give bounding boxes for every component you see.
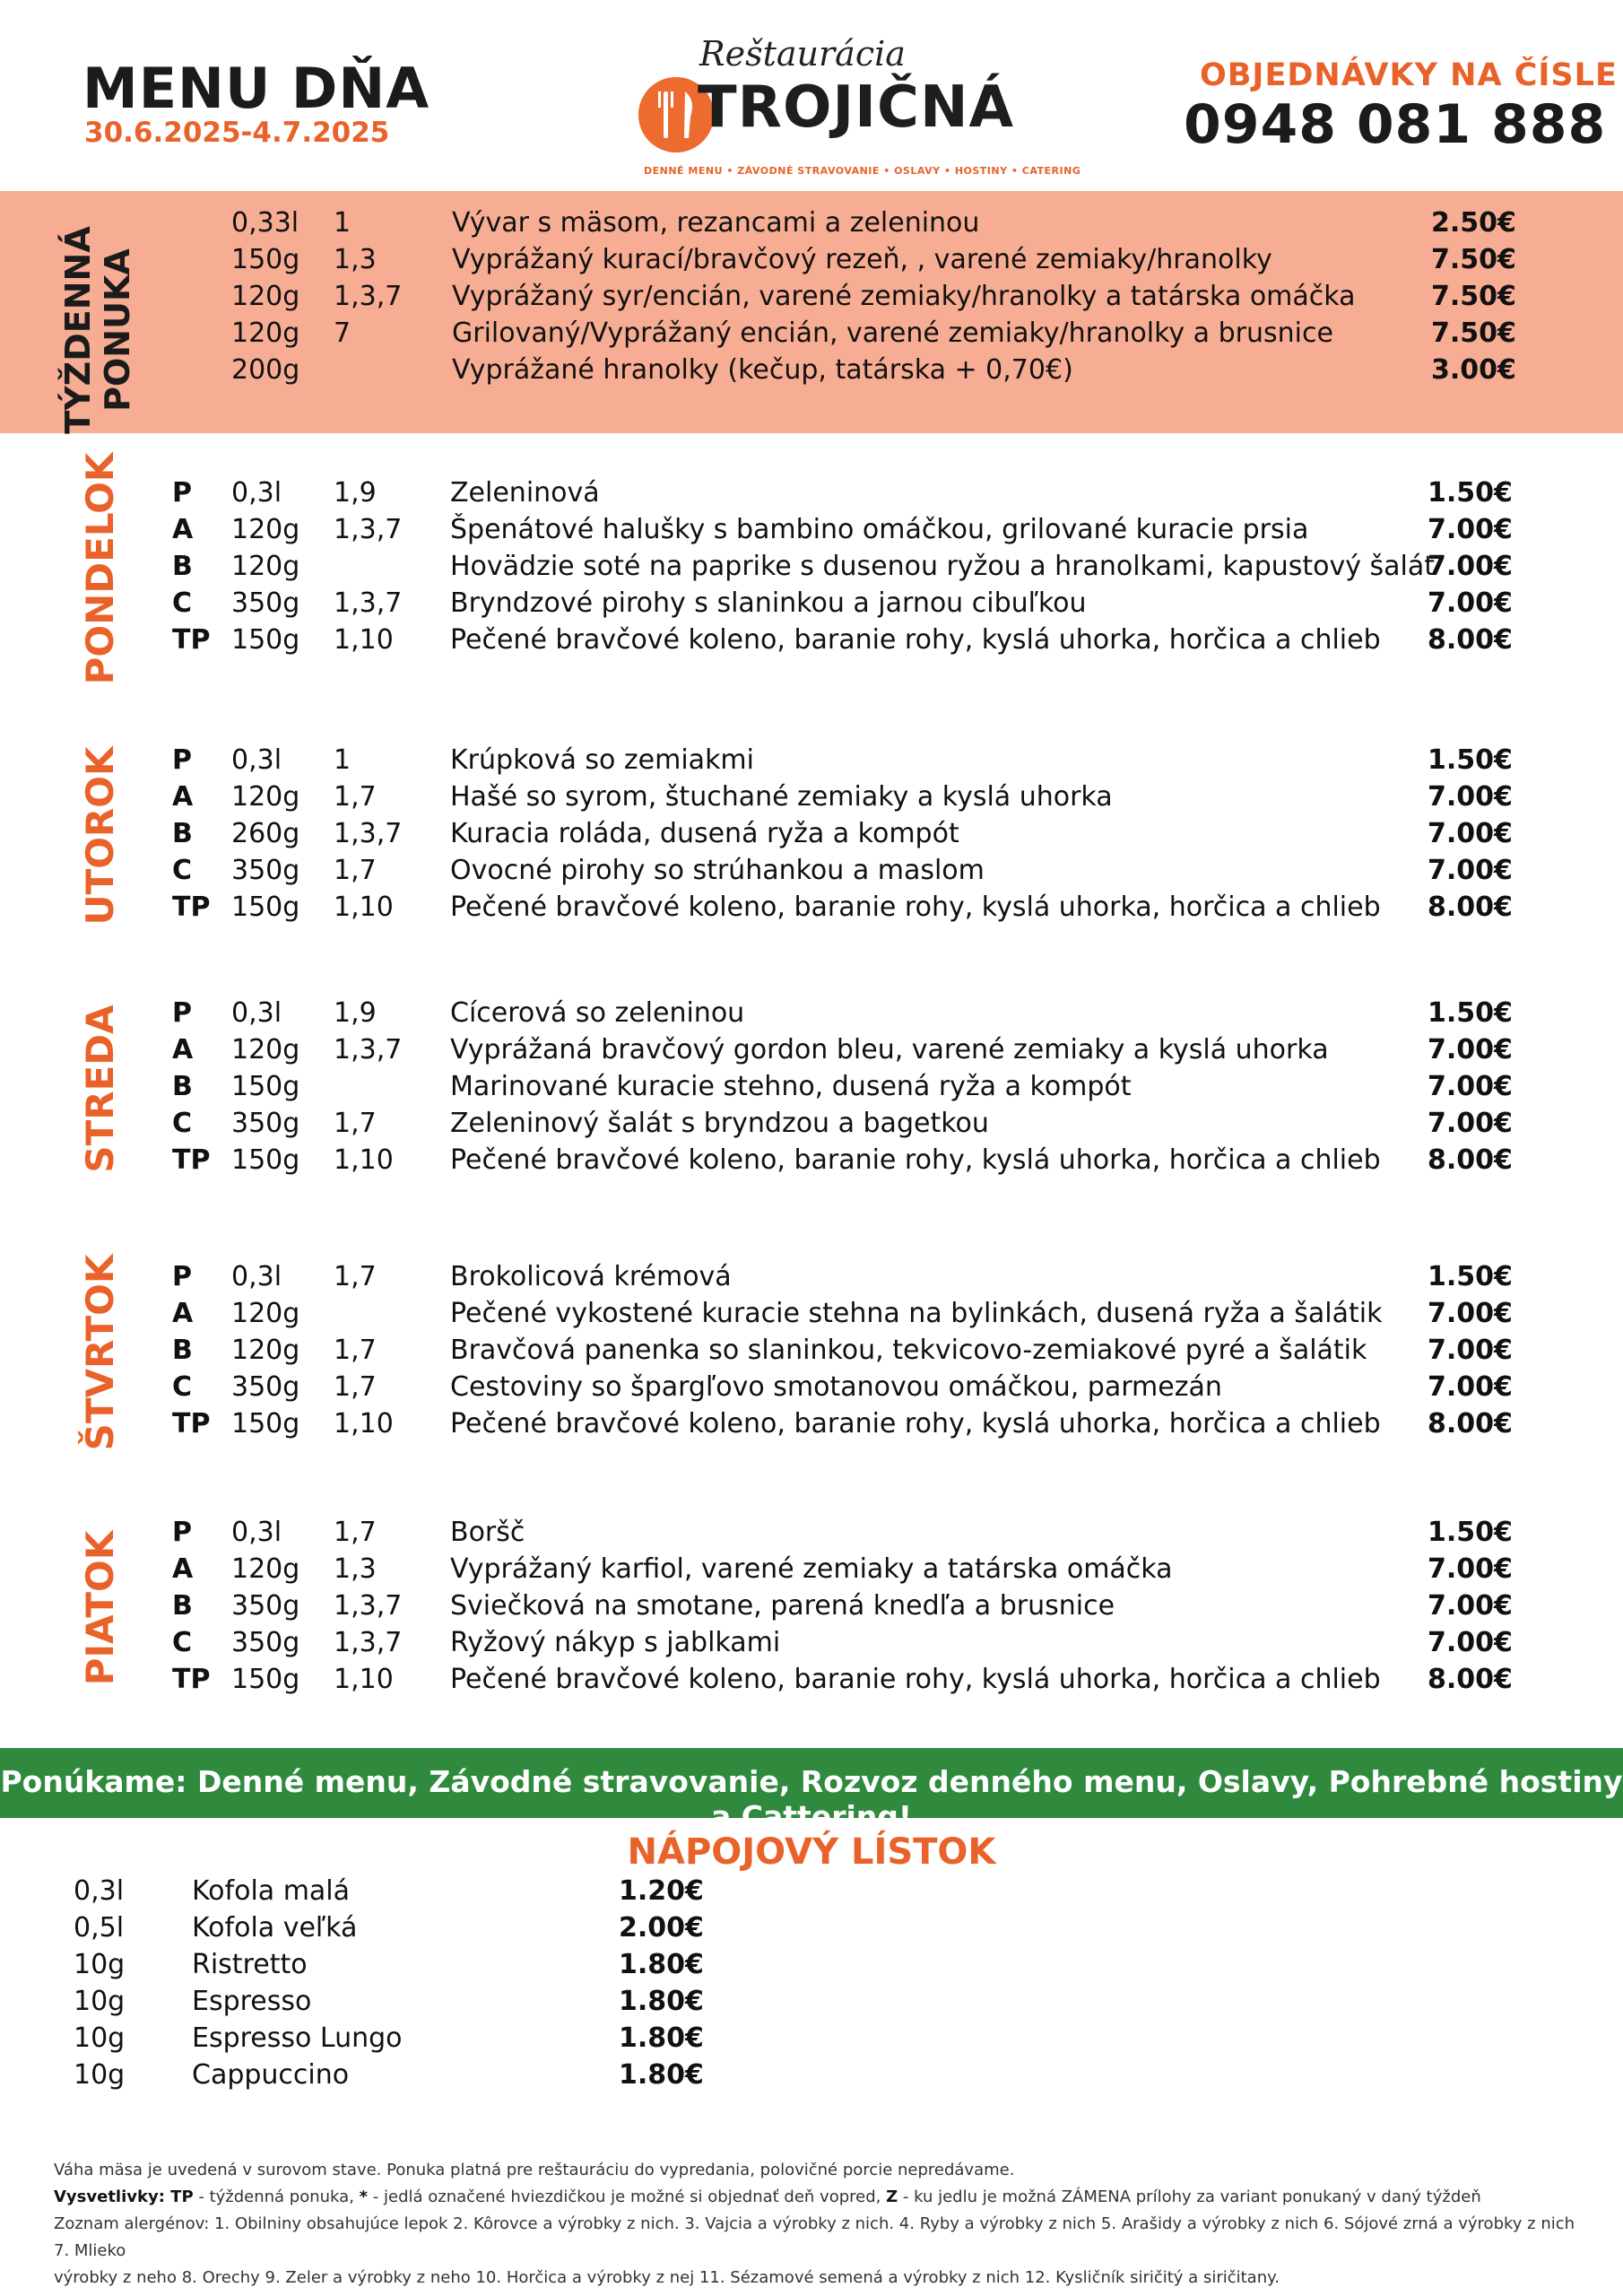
- item-allergens: 1,10: [334, 1664, 394, 1695]
- item-allergens: 1,7: [334, 1371, 377, 1403]
- item-name: Ovocné pirohy so strúhankou a maslom: [450, 855, 985, 886]
- item-code: C: [172, 1627, 193, 1658]
- item-amount: 260g: [231, 818, 300, 849]
- item-price: 1.50€: [1428, 744, 1513, 776]
- item-code: TP: [172, 891, 211, 923]
- item-amount: 150g: [231, 1071, 300, 1102]
- item-allergens: 1,3,7: [334, 1034, 403, 1065]
- item-price: 7.50€: [1431, 244, 1516, 275]
- item-name: Grilovaný/Vyprážaný encián, varené zemiaky/hranolky a brusnice: [452, 317, 1333, 349]
- menu-item: [0, 1664, 1623, 1700]
- item-code: C: [172, 1371, 193, 1403]
- drink-name: Espresso: [192, 1986, 312, 2017]
- item-amount: 120g: [231, 317, 300, 349]
- item-allergens: 1,10: [334, 624, 394, 656]
- weekly-item: [0, 317, 1623, 354]
- item-price: 7.50€: [1431, 317, 1516, 349]
- menu-item: [0, 1627, 1623, 1664]
- item-name: Krúpková so zemiakmi: [450, 744, 754, 776]
- drink-price: 1.80€: [619, 1949, 704, 1980]
- item-amount: 350g: [231, 1108, 300, 1139]
- item-allergens: 1,3: [334, 1553, 377, 1585]
- item-name: Vyprážaný kurací/bravčový rezeň, , varené zemiaky/hranolky: [452, 244, 1272, 275]
- item-price: 7.00€: [1428, 1071, 1513, 1102]
- item-name: Marinované kuracie stehno, dusená ryža a kompót: [450, 1071, 1132, 1102]
- item-allergens: 1,3,7: [334, 514, 403, 545]
- menu-item: [0, 1108, 1623, 1144]
- item-code: TP: [172, 1664, 211, 1695]
- item-code: TP: [172, 1144, 211, 1176]
- item-allergens: 1,10: [334, 1144, 394, 1176]
- menu-item: [0, 1144, 1623, 1181]
- item-name: Bravčová panenka so slaninkou, tekvicovo-zemiakové pyré a šalátik: [450, 1335, 1367, 1366]
- item-amount: 350g: [231, 1627, 300, 1658]
- item-allergens: 1,10: [334, 1408, 394, 1439]
- item-price: 7.00€: [1428, 1553, 1513, 1585]
- item-price: 7.00€: [1428, 514, 1513, 545]
- day-label: UTOROK: [78, 746, 122, 926]
- item-code: P: [172, 477, 192, 509]
- weekly-item: [0, 244, 1623, 281]
- item-amount: 150g: [231, 1664, 300, 1695]
- menu-item: [0, 1335, 1623, 1371]
- item-code: B: [172, 1071, 193, 1102]
- item-allergens: 1,9: [334, 477, 377, 509]
- item-price: 7.00€: [1428, 781, 1513, 813]
- legend-label: Vysvetlivky: TP: [54, 2187, 194, 2206]
- drink-price: 1.80€: [619, 2059, 704, 2091]
- item-amount: 0,3l: [231, 477, 282, 509]
- menu-item: [0, 477, 1623, 514]
- item-name: Pečené bravčové koleno, baranie rohy, kyslá uhorka, horčica a chlieb: [450, 891, 1381, 923]
- drink-name: Kofola veľká: [192, 1912, 358, 1944]
- item-amount: 350g: [231, 855, 300, 886]
- item-code: P: [172, 997, 192, 1029]
- item-amount: 120g: [231, 1298, 300, 1329]
- item-name: Hovädzie soté na paprike s dusenou ryžou a hranolkami, kapustový šalát: [450, 551, 1436, 582]
- item-name: Vyprážané hranolky (kečup, tatárska + 0,70€): [452, 354, 1073, 386]
- menu-item: [0, 1071, 1623, 1108]
- drink-name: Espresso Lungo: [192, 2022, 403, 2054]
- menu-item: [0, 744, 1623, 781]
- menu-item: [0, 624, 1623, 661]
- item-name: Pečené vykostené kuracie stehna na bylinkách, dusená ryža a šalátik: [450, 1298, 1383, 1329]
- item-amount: 150g: [231, 624, 300, 656]
- item-amount: 120g: [231, 1553, 300, 1585]
- menu-dates: 30.6.2025-4.7.2025: [84, 117, 390, 149]
- item-price: 7.00€: [1428, 1034, 1513, 1065]
- item-name: Cícerová so zeleninou: [450, 997, 745, 1029]
- item-name: Pečené bravčové koleno, baranie rohy, kyslá uhorka, horčica a chlieb: [450, 624, 1381, 656]
- drink-name: Ristretto: [192, 1949, 308, 1980]
- item-allergens: 1,7: [334, 1335, 377, 1366]
- item-amount: 150g: [231, 244, 300, 275]
- item-price: 8.00€: [1428, 1664, 1513, 1695]
- item-price: 1.50€: [1428, 1517, 1513, 1548]
- weekly-item: [0, 207, 1623, 244]
- weekly-label-line1: TÝŽDENNÁ: [58, 226, 98, 434]
- item-code: P: [172, 1517, 192, 1548]
- menu-item: [0, 997, 1623, 1034]
- day-label: STREDA: [78, 1004, 122, 1173]
- item-code: TP: [172, 1408, 211, 1439]
- menu-title: MENU DŇA: [82, 56, 430, 121]
- drink-item: [0, 1875, 807, 1912]
- item-code: A: [172, 1034, 194, 1065]
- menu-item: [0, 891, 1623, 928]
- item-price: 7.00€: [1428, 855, 1513, 886]
- item-amount: 0,3l: [231, 744, 282, 776]
- item-allergens: 1,7: [334, 1108, 377, 1139]
- drink-price: 1.20€: [619, 1875, 704, 1907]
- item-code: B: [172, 1335, 193, 1366]
- item-amount: 0,3l: [231, 1517, 282, 1548]
- item-allergens: 1,3,7: [334, 587, 403, 619]
- item-price: 7.50€: [1431, 281, 1516, 312]
- item-amount: 0,33l: [231, 207, 299, 239]
- menu-item: [0, 514, 1623, 551]
- legend-text-3: - ku jedlu je možná ZÁMENA prílohy za variant ponukaný v daný týždeň: [898, 2187, 1481, 2206]
- drink-item: [0, 1986, 807, 2022]
- day-label: PIATOK: [78, 1530, 122, 1686]
- drink-price: 2.00€: [619, 1912, 704, 1944]
- item-allergens: 1: [334, 744, 352, 776]
- menu-item: [0, 1371, 1623, 1408]
- drink-name: Kofola malá: [192, 1875, 351, 1907]
- item-allergens: 1: [334, 207, 352, 239]
- item-price: 1.50€: [1428, 1261, 1513, 1292]
- item-amount: 120g: [231, 514, 300, 545]
- item-code: B: [172, 818, 193, 849]
- menu-item: [0, 1590, 1623, 1627]
- menu-item: [0, 1261, 1623, 1298]
- drink-amount: 0,3l: [74, 1875, 125, 1907]
- orders-phone: 0948 081 888: [1184, 93, 1607, 156]
- item-allergens: 1,7: [334, 1517, 377, 1548]
- item-amount: 150g: [231, 891, 300, 923]
- drink-name: Cappuccino: [192, 2059, 350, 2091]
- item-amount: 0,3l: [231, 1261, 282, 1292]
- item-amount: 0,3l: [231, 997, 282, 1029]
- item-code: B: [172, 1590, 193, 1622]
- item-price: 8.00€: [1428, 1408, 1513, 1439]
- menu-item: [0, 587, 1623, 624]
- item-price: 1.50€: [1428, 997, 1513, 1029]
- item-code: P: [172, 1261, 192, 1292]
- item-name: Vyprážaný syr/encián, varené zemiaky/hranolky a tatárska omáčka: [452, 281, 1356, 312]
- weekly-label-line2: PONUKA: [98, 248, 137, 412]
- legend-text-2: - jedlá označené hviezdičkou je možné si objednať deň vopred,: [368, 2187, 887, 2206]
- item-name: Ryžový nákyp s jablkami: [450, 1627, 781, 1658]
- item-name: Bryndzové pirohy s slaninkou a jarnou cibuľkou: [450, 587, 1087, 619]
- legend-z: Z: [886, 2187, 898, 2206]
- item-price: 7.00€: [1428, 1108, 1513, 1139]
- item-price: 2.50€: [1431, 207, 1516, 239]
- services-banner: [0, 1748, 1623, 1834]
- item-code: C: [172, 1108, 193, 1139]
- item-code: A: [172, 1553, 194, 1585]
- logo-tagline: DENNÉ MENU • ZÁVODNÉ STRAVOVANIE • OSLAVY • HOSTINY • CATERING: [644, 165, 1081, 177]
- item-amount: 120g: [231, 281, 300, 312]
- item-allergens: 1,7: [334, 855, 377, 886]
- item-name: Vyprážaná bravčový gordon bleu, varené zemiaky a kyslá uhorka: [450, 1034, 1329, 1065]
- item-price: 7.00€: [1428, 1335, 1513, 1366]
- item-amount: 120g: [231, 781, 300, 813]
- drinks-title: NÁPOJOVÝ LÍSTOK: [627, 1831, 996, 1873]
- item-price: 7.00€: [1428, 1590, 1513, 1622]
- item-allergens: 7: [334, 317, 352, 349]
- orders-label: OBJEDNÁVKY NA ČÍSLE: [1200, 57, 1618, 93]
- logo-name: TROJIČNÁ: [698, 74, 1015, 141]
- item-code: A: [172, 514, 194, 545]
- item-price: 7.00€: [1428, 1371, 1513, 1403]
- item-code: A: [172, 1298, 194, 1329]
- item-name: Pečené bravčové koleno, baranie rohy, kyslá uhorka, horčica a chlieb: [450, 1144, 1381, 1176]
- menu-item: [0, 1298, 1623, 1335]
- drink-item: [0, 2022, 807, 2059]
- item-price: 7.00€: [1428, 1298, 1513, 1329]
- item-amount: 120g: [231, 551, 300, 582]
- footer-weight-note: Váha mäsa je uvedená v surovom stave. Ponuka platná pre reštauráciu do vypredania, polovičné porcie nepredávame.: [54, 2161, 1015, 2179]
- item-name: Vývar s mäsom, rezancami a zeleninou: [452, 207, 980, 239]
- item-code: A: [172, 781, 194, 813]
- item-allergens: 1,3,7: [334, 281, 403, 312]
- drink-amount: 10g: [74, 1986, 126, 2017]
- drink-item: [0, 1949, 807, 1986]
- drink-item: [0, 1912, 807, 1949]
- drink-amount: 0,5l: [74, 1912, 125, 1944]
- item-price: 7.00€: [1428, 1627, 1513, 1658]
- item-name: Zeleninový šalát s bryndzou a bagetkou: [450, 1108, 989, 1139]
- item-code: P: [172, 744, 192, 776]
- item-amount: 200g: [231, 354, 300, 386]
- weekly-item: [0, 354, 1623, 391]
- footer-allergens-1: Zoznam alergénov: 1. Obilniny obsahujúce lepok 2. Kôrovce a výrobky z nich. 3. Vajcia a výrobky z nich. 4. Ryby a výrobky z nich 5. Arašidy a výrobky z nich 6. Sójové zrná a výrobky z nich 7. Mlieko: [54, 2214, 1575, 2260]
- item-name: Cestoviny so špargľovo smotanovou omáčkou, parmezán: [450, 1371, 1222, 1403]
- item-code: B: [172, 551, 193, 582]
- item-allergens: 1,3,7: [334, 1627, 403, 1658]
- menu-item: [0, 781, 1623, 818]
- footer-legend: [54, 2184, 1578, 2211]
- item-amount: 350g: [231, 587, 300, 619]
- menu-item: [0, 1553, 1623, 1590]
- item-code: TP: [172, 624, 211, 656]
- legend-star: *: [359, 2187, 369, 2206]
- item-amount: 150g: [231, 1144, 300, 1176]
- item-allergens: 1,3,7: [334, 1590, 403, 1622]
- menu-item: [0, 1034, 1623, 1071]
- item-allergens: 1,7: [334, 781, 377, 813]
- item-price: 1.50€: [1428, 477, 1513, 509]
- item-amount: 350g: [231, 1371, 300, 1403]
- item-amount: 350g: [231, 1590, 300, 1622]
- item-name: Kuracia roláda, dusená ryža a kompót: [450, 818, 959, 849]
- drink-price: 1.80€: [619, 1986, 704, 2017]
- weekly-item: [0, 281, 1623, 317]
- menu-item: [0, 1517, 1623, 1553]
- menu-item: [0, 855, 1623, 891]
- item-price: 8.00€: [1428, 1144, 1513, 1176]
- item-price: 7.00€: [1428, 551, 1513, 582]
- item-price: 3.00€: [1431, 354, 1516, 386]
- item-name: Sviečková na smotane, parená knedľa a brusnice: [450, 1590, 1115, 1622]
- item-code: C: [172, 587, 193, 619]
- item-price: 7.00€: [1428, 818, 1513, 849]
- item-price: 7.00€: [1428, 587, 1513, 619]
- menu-item: [0, 551, 1623, 587]
- item-code: C: [172, 855, 193, 886]
- restaurant-logo: [628, 34, 1081, 187]
- footer-notes: [54, 2157, 1578, 2292]
- item-allergens: 1,3,7: [334, 818, 403, 849]
- item-name: Hašé so syrom, štuchané zemiaky a kyslá uhorka: [450, 781, 1113, 813]
- legend-text-1: - týždenná ponuka,: [193, 2187, 360, 2206]
- drink-amount: 10g: [74, 1949, 126, 1980]
- item-price: 8.00€: [1428, 624, 1513, 656]
- item-amount: 120g: [231, 1034, 300, 1065]
- day-label: PONDELOK: [78, 452, 122, 685]
- item-amount: 150g: [231, 1408, 300, 1439]
- services-banner-text: Ponúkame: Denné menu, Závodné stravovanie, Rozvoz denného menu, Oslavy, Pohrebné hostiny a Cattering!: [0, 1764, 1623, 1834]
- item-name: Zeleninová: [450, 477, 600, 509]
- logo-script: Reštaurácia: [699, 34, 906, 74]
- drink-price: 1.80€: [619, 2022, 704, 2054]
- item-name: Pečené bravčové koleno, baranie rohy, kyslá uhorka, horčica a chlieb: [450, 1664, 1381, 1695]
- item-name: Brokolicová krémová: [450, 1261, 732, 1292]
- drink-item: [0, 2059, 807, 2096]
- item-amount: 120g: [231, 1335, 300, 1366]
- item-name: Vyprážaný karfiol, varené zemiaky a tatárska omáčka: [450, 1553, 1173, 1585]
- item-name: Špenátové halušky s bambino omáčkou, grilované kuracie prsia: [450, 514, 1309, 545]
- menu-item: [0, 1408, 1623, 1445]
- footer-allergens-2: výrobky z neho 8. Orechy 9. Zeler a výrobky z neho 10. Horčica a výrobky z nej 11. Sézamové semená a výrobky z nich 12. Kysličník siričitý a siričitany.: [54, 2268, 1280, 2287]
- item-allergens: 1,7: [334, 1261, 377, 1292]
- day-label: ŠTVRTOK: [78, 1254, 122, 1451]
- drink-amount: 10g: [74, 2022, 126, 2054]
- drink-amount: 10g: [74, 2059, 126, 2091]
- menu-item: [0, 818, 1623, 855]
- item-price: 8.00€: [1428, 891, 1513, 923]
- item-name: Pečené bravčové koleno, baranie rohy, kyslá uhorka, horčica a chlieb: [450, 1408, 1381, 1439]
- item-name: Boršč: [450, 1517, 525, 1548]
- item-allergens: 1,3: [334, 244, 377, 275]
- item-allergens: 1,9: [334, 997, 377, 1029]
- item-allergens: 1,10: [334, 891, 394, 923]
